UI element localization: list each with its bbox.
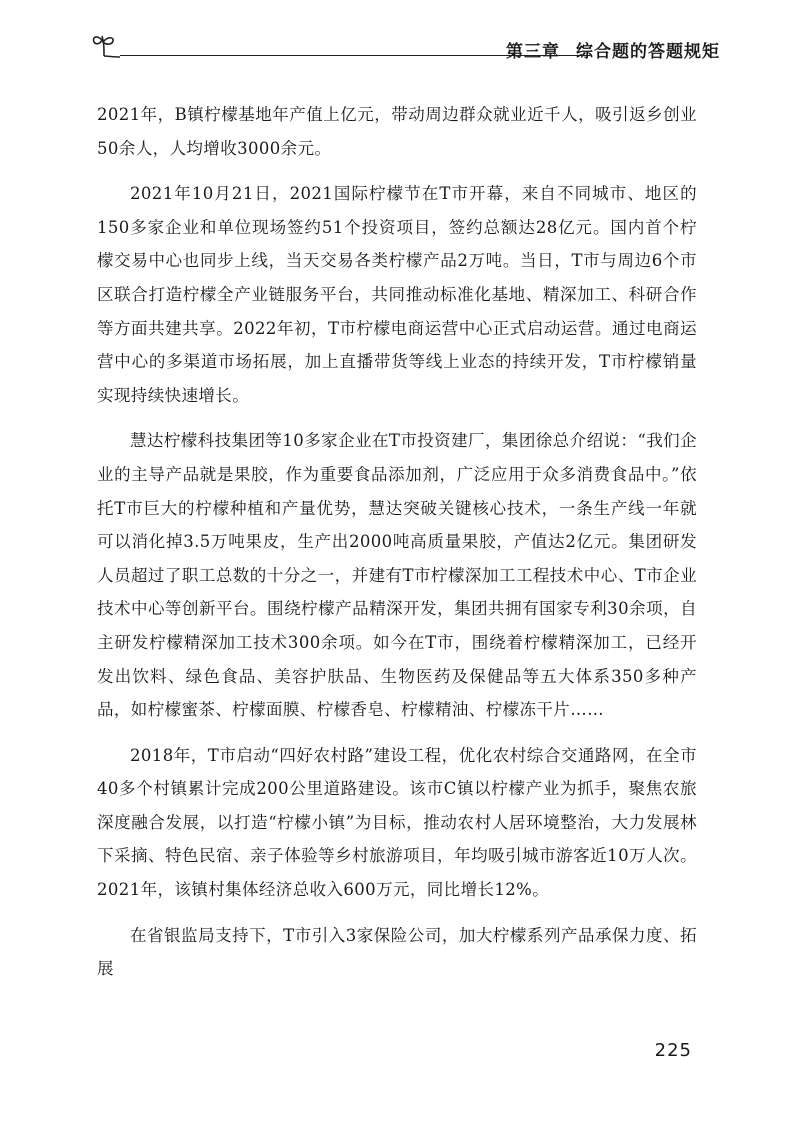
- paragraph: 2021年，B镇柠檬基地年产值上亿元，带动周边群众就业近千人，吸引返乡创业50余人，人均增收3000余元。: [97, 105, 697, 158]
- chapter-label: 第三章: [506, 42, 560, 62]
- paragraph: 在省银监局支持下，T市引入3家保险公司，加大柠檬系列产品承保力度、拓展: [97, 925, 697, 979]
- body-text: [97, 98, 697, 998]
- paragraph: 2021年10月21日，2021国际柠檬节在T市开幕，来自不同城市、地区的150多家企业和单位现场签约51个投资项目，签约总额达28亿元。国内首个柠檬交易中心也同步上线，当天交易各类柠檬产品2万吨。当日，T市与周边6个市区联合打造柠檬全产业链服务平台，共同推动标准化基地、精深加工、科研合作等方面共建共享。2022年初，T市柠檬电商运营中心正式启动运营。通过电商运营中心的多渠道市场拓展，加上直播带货等线上业态的持续开发，T市柠檬销量实现持续快速增长。: [97, 184, 697, 405]
- page-number: 225: [654, 1040, 692, 1061]
- paragraph: 慧达柠檬科技集团等10多家企业在T市投资建厂，集团徐总介绍说：“我们企业的主导产品就是果胶，作为重要食品添加剂，广泛应用于众多消费食品中。”依托T市巨大的柠檬种植和产量优势，慧达突破关键核心技术，一条生产线一年就可以消化掉3.5万吨果皮，生产出2000吨高质量果胶，产值达2亿元。集团研发人员超过了职工总数的十分之一，并建有T市柠檬深加工工程技术中心、T市企业技术中心等创新平台。围绕柠檬产品精深开发，集团共拥有国家专利30余项，自主研发柠檬精深加工技术300余项。如今在T市，围绕着柠檬精深加工，已经开发出饮料、绿色食品、美容护肤品、生物医药及保健品等五大体系350多种产品，如柠檬蜜茶、柠檬面膜、柠檬香皂、柠檬精油、柠檬冻干片……: [97, 431, 697, 720]
- running-header: [90, 28, 720, 68]
- paragraph: 2018年，T市启动“四好农村路”建设工程，优化农村综合交通路网，在全市40多个村镇累计完成200公里道路建设。该市C镇以柠檬产业为抓手，聚焦农旅深度融合发展，以打造“柠檬小镇”为目标，推动农村人居环境整治，大力发展林下采摘、特色民宿、亲子体验等乡村旅游项目，年均吸引城市游客近10万人次。2021年，该镇村集体经济总收入600万元，同比增长12%。: [97, 745, 697, 900]
- header-title: [506, 37, 720, 62]
- chapter-title: 综合题的答题规矩: [576, 42, 720, 62]
